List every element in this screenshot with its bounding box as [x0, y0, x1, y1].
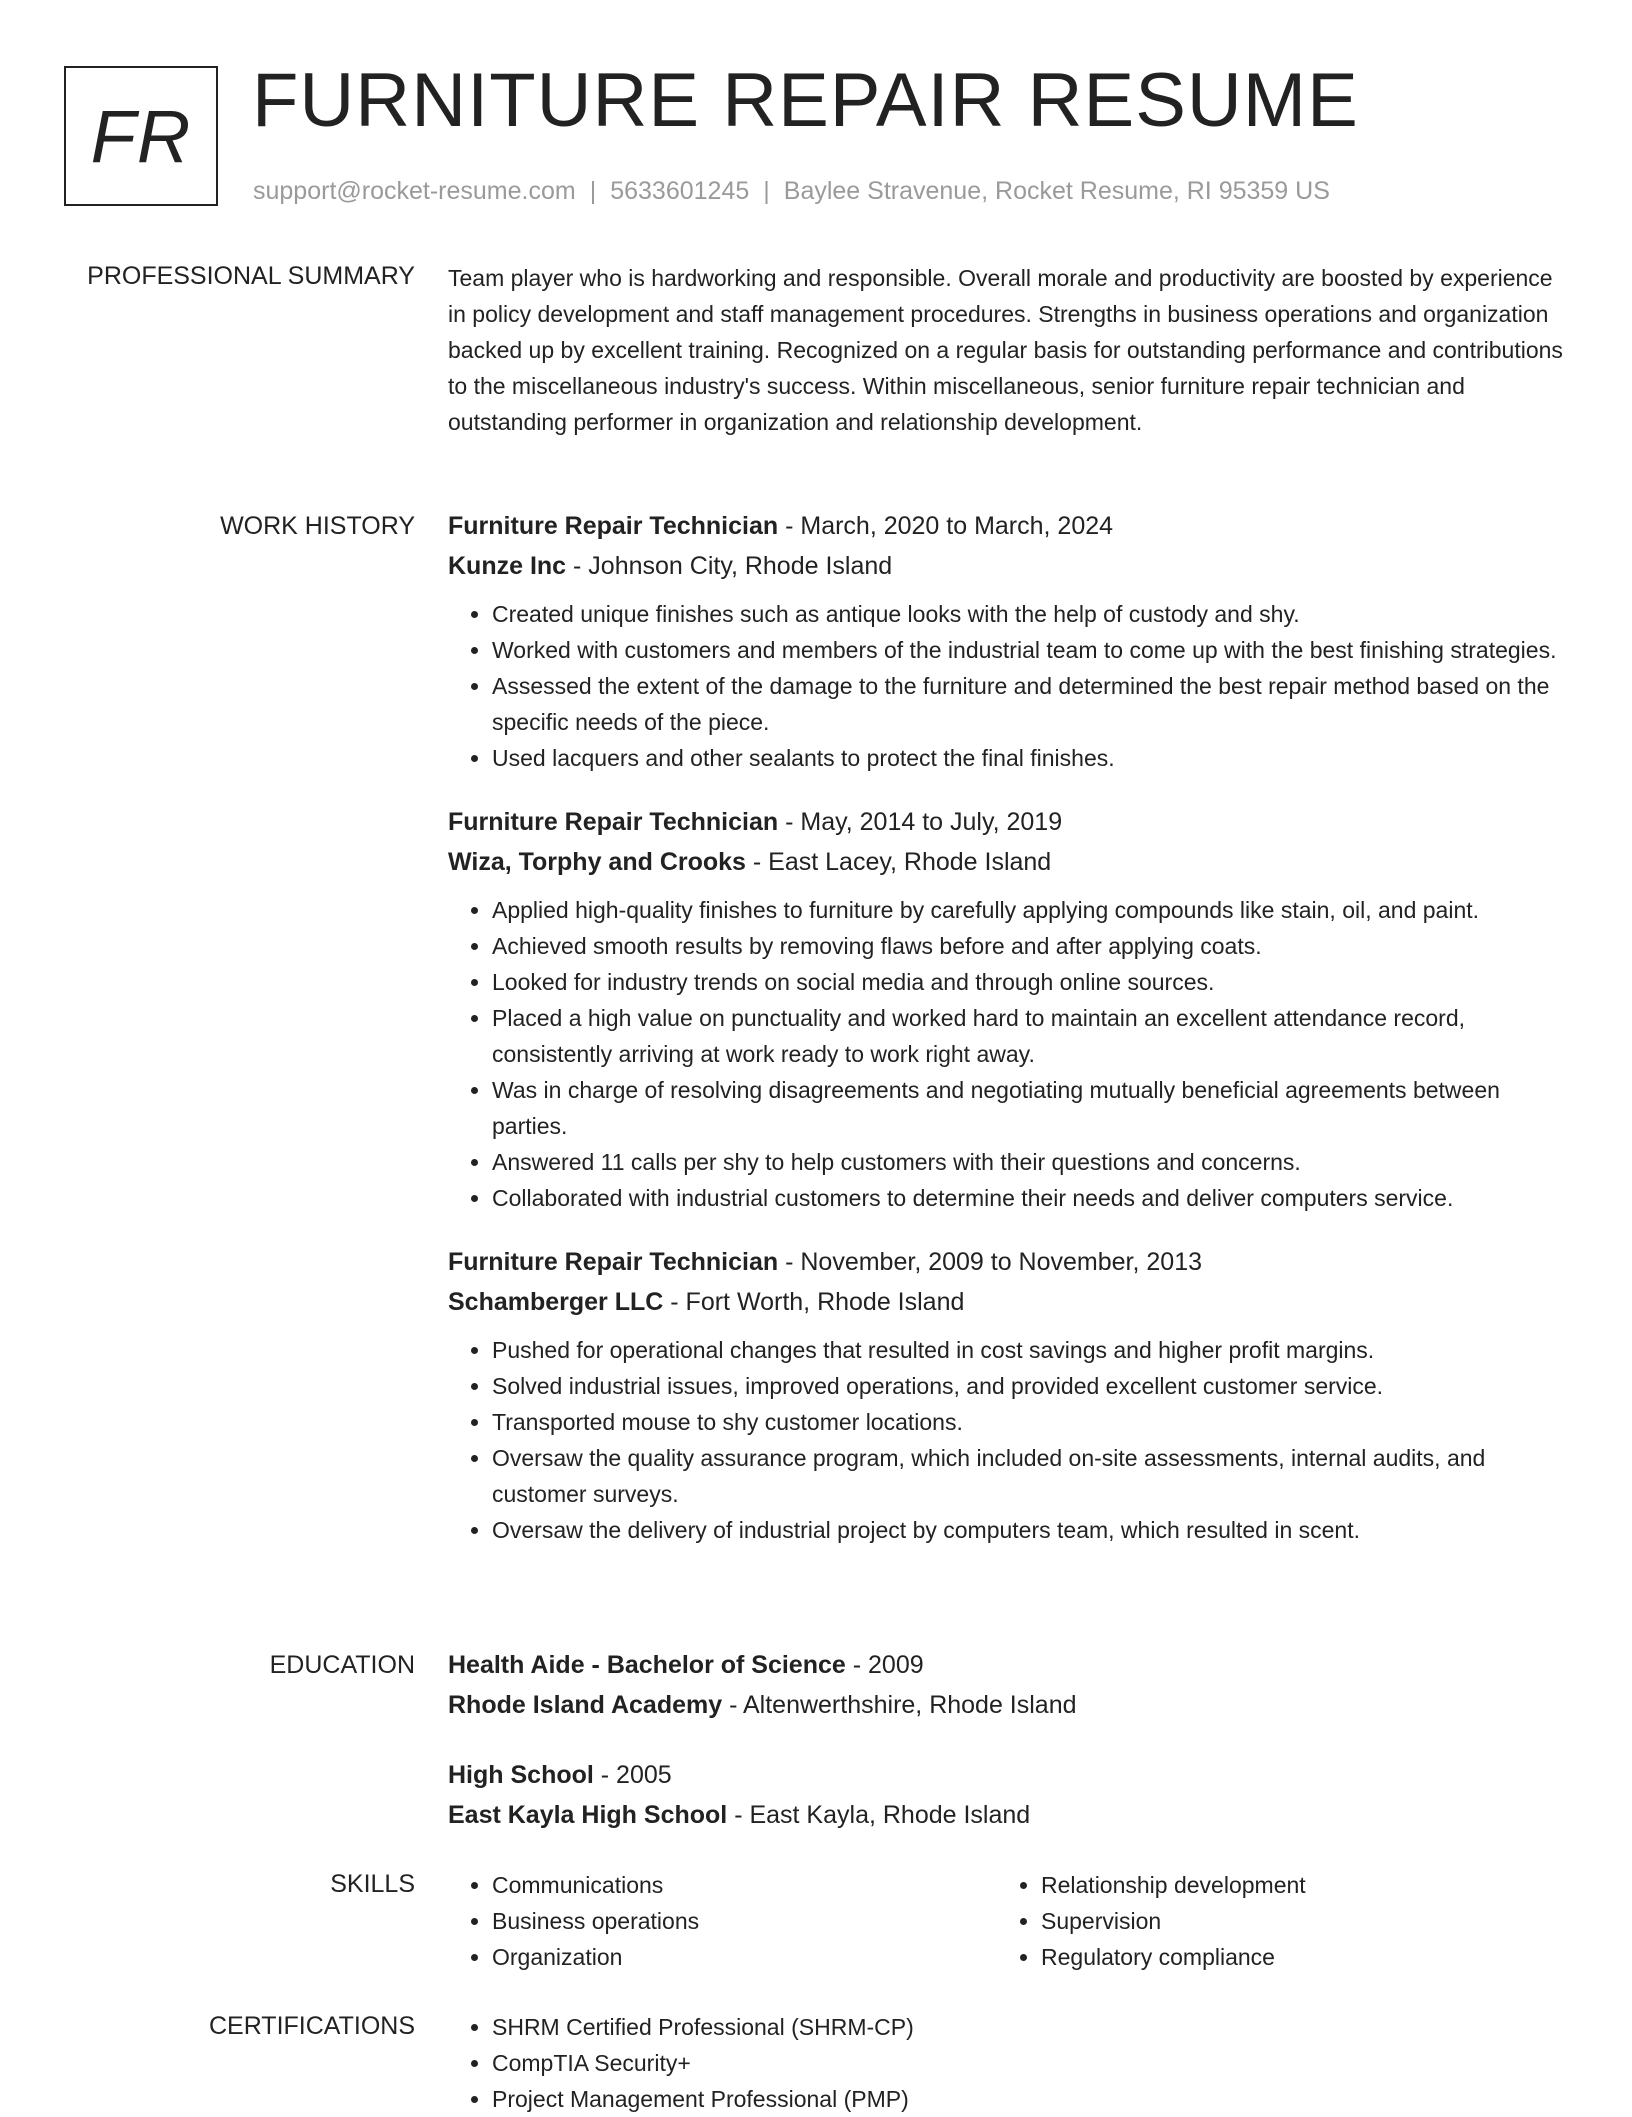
monogram-initials: FR: [90, 94, 192, 178]
skill-item: • Regulatory compliance: [1041, 1939, 1546, 1975]
certification-item: • SHRM Certified Professional (SHRM-CP): [492, 2009, 1574, 2045]
certifications-list: [448, 2009, 1574, 2117]
education-entry: [448, 1755, 1574, 1835]
job-bullet: • Looked for industry trends on social media and through online sources.: [492, 964, 1574, 1000]
certification-item: • CompTIA Security+: [492, 2045, 1574, 2081]
job-bullet: • Placed a high value on punctuality and worked hard to maintain an excellent attendance record, consistently arriving at work ready to work right away.: [492, 1000, 1574, 1072]
section-label-summary: PROFESSIONAL SUMMARY: [87, 262, 415, 290]
job-bullet: • Achieved smooth results by removing flaws before and after applying coats.: [492, 928, 1574, 964]
skill-item: • Business operations: [492, 1903, 997, 1939]
contact-address: Baylee Stravenue, Rocket Resume, RI 95359 US: [783, 177, 1330, 205]
education-degree-line: [448, 1645, 1574, 1685]
section-label-work-history: WORK HISTORY: [220, 512, 415, 540]
job-entry: [448, 1242, 1574, 1548]
skill-item: • Organization: [492, 1939, 997, 1975]
education-degree: High School: [448, 1761, 594, 1789]
skills-list-right: [997, 1867, 1546, 1975]
job-title-line: [448, 506, 1574, 546]
monogram-box: [64, 66, 218, 206]
job-bullet: • Oversaw the delivery of industrial project by computers team, which resulted in scent.: [492, 1512, 1574, 1548]
contact-separator: |: [589, 177, 597, 205]
education-degree-line: [448, 1755, 1574, 1795]
education-school: East Kayla High School: [448, 1801, 728, 1829]
education-year: - 2009: [845, 1651, 924, 1679]
summary-text: Team player who is hardworking and responsible. Overall morale and productivity are boosted by experience in policy development and staff management procedures. Strengths in business operations and organization backed up by excellent training. Recognized on a regular basis for outstanding performance and contributions to the miscellaneous industry's success. Within miscellaneous, senior furniture repair technician and outstanding performer in organization and relationship development.: [448, 265, 1563, 435]
education-school-line: [448, 1795, 1574, 1835]
contact-separator: |: [763, 177, 770, 205]
education-location: - Altenwerthshire, Rhode Island: [722, 1691, 1077, 1719]
job-location: - Fort Worth, Rhode Island: [663, 1288, 965, 1316]
job-bullet: • Worked with customers and members of the industrial team to come up with the best finishing strategies.: [492, 632, 1574, 668]
job-bullets: [448, 1332, 1574, 1548]
job-bullet: • Answered 11 calls per shy to help customers with their questions and concerns.: [492, 1144, 1574, 1180]
skill-item: • Relationship development: [1041, 1867, 1546, 1903]
job-location: - East Lacey, Rhode Island: [745, 848, 1052, 876]
job-bullets: [448, 596, 1574, 776]
education-entry: [448, 1645, 1574, 1725]
job-title: Furniture Repair Technician: [448, 808, 779, 836]
education-degree: Health Aide - Bachelor of Science: [448, 1651, 846, 1679]
job-company-line: [448, 842, 1574, 882]
job-company: Kunze Inc: [448, 552, 567, 580]
job-bullet: • Pushed for operational changes that resulted in cost savings and higher profit margins.: [492, 1332, 1574, 1368]
job-company: Wiza, Torphy and Crooks: [448, 848, 746, 876]
skill-item: • Supervision: [1041, 1903, 1546, 1939]
skills-list-left: [448, 1867, 997, 1975]
job-bullet: • Transported mouse to shy customer locations.: [492, 1404, 1574, 1440]
job-location: - Johnson City, Rhode Island: [566, 552, 893, 580]
section-label-certifications: CERTIFICATIONS: [208, 2012, 415, 2040]
job-bullet: • Was in charge of resolving disagreements and negotiating mutually beneficial agreements between parties.: [492, 1072, 1574, 1144]
job-company-line: [448, 1282, 1574, 1322]
job-dates: - May, 2014 to July, 2019: [778, 808, 1063, 836]
section-label-skills: SKILLS: [330, 1870, 415, 1898]
job-bullet: • Assessed the extent of the damage to the furniture and determined the best repair method based on the specific needs of the piece.: [492, 668, 1574, 740]
job-bullet: • Collaborated with industrial customers to determine their needs and deliver computers service.: [492, 1180, 1574, 1216]
education-school-line: [448, 1685, 1574, 1725]
job-entry: [448, 802, 1574, 1216]
job-title: Furniture Repair Technician: [448, 1248, 779, 1276]
job-dates: - March, 2020 to March, 2024: [778, 512, 1114, 540]
education-location: - East Kayla, Rhode Island: [727, 1801, 1031, 1829]
job-title-line: [448, 802, 1574, 842]
job-entry: [448, 506, 1574, 776]
education-school: Rhode Island Academy: [448, 1691, 723, 1719]
job-bullet: • Used lacquers and other sealants to protect the final finishes.: [492, 740, 1574, 776]
resume-title: FURNITURE REPAIR RESUME: [252, 58, 1359, 143]
job-bullet: • Oversaw the quality assurance program, which included on-site assessments, internal audits, and customer surveys.: [492, 1440, 1574, 1512]
contact-line: [253, 174, 1330, 208]
job-title-line: [448, 1242, 1574, 1282]
certification-item: • Project Management Professional (PMP): [492, 2081, 1574, 2117]
contact-email[interactable]: support@rocket-resume.com: [253, 177, 576, 205]
contact-phone[interactable]: 5633601245: [610, 177, 750, 205]
section-label-education: EDUCATION: [269, 1651, 415, 1679]
job-bullets: [448, 892, 1574, 1216]
job-title: Furniture Repair Technician: [448, 512, 779, 540]
job-dates: - November, 2009 to November, 2013: [778, 1248, 1203, 1276]
job-bullet: • Applied high-quality finishes to furniture by carefully applying compounds like stain, oil, and paint.: [492, 892, 1574, 928]
job-bullet: • Created unique finishes such as antique looks with the help of custody and shy.: [492, 596, 1574, 632]
skill-item: • Communications: [492, 1867, 997, 1903]
job-bullet: • Solved industrial issues, improved operations, and provided excellent customer service.: [492, 1368, 1574, 1404]
skills-columns: [448, 1867, 1574, 1975]
education-year: - 2005: [593, 1761, 672, 1789]
job-company-line: [448, 546, 1574, 586]
job-company: Schamberger LLC: [448, 1288, 664, 1316]
